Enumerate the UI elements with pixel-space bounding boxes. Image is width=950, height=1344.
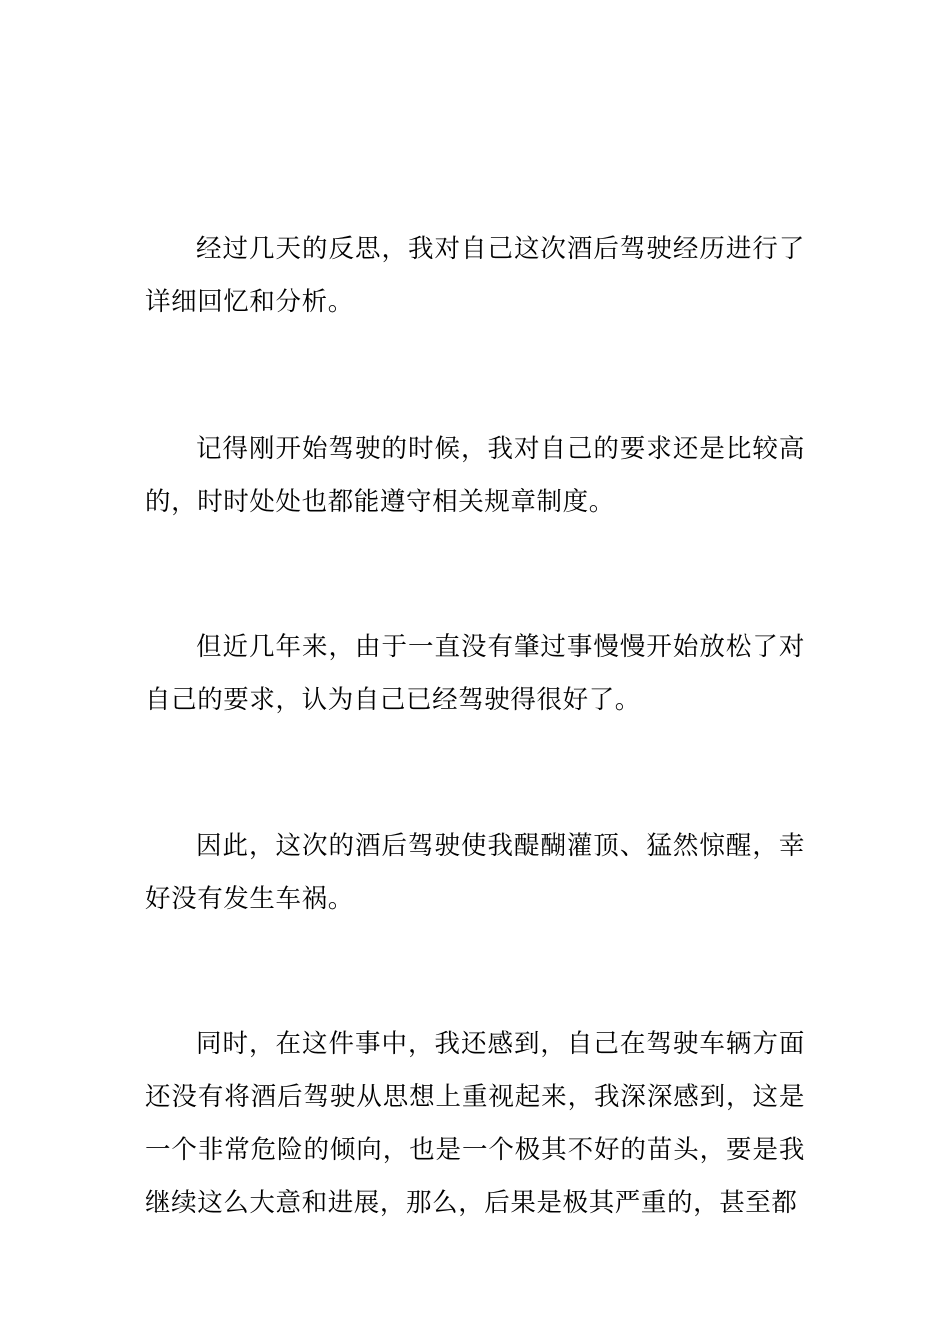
paragraph-3: 但近几年来，由于一直没有肇过事慢慢开始放松了对自己的要求，认为自己已经驾驶得很好了。 <box>145 632 805 715</box>
paragraph-1: 经过几天的反思，我对自己这次酒后驾驶经历进行了详细回忆和分析。 <box>145 234 805 317</box>
paragraph-4: 因此，这次的酒后驾驶使我醍醐灌顶、猛然惊醒，幸好没有发生车祸。 <box>145 831 805 914</box>
paragraph-2: 记得刚开始驾驶的时候，我对自己的要求还是比较高的，时时处处也都能遵守相关规章制度。 <box>145 434 805 517</box>
paragraph-5: 同时，在这件事中，我还感到，自己在驾驶车辆方面还没有将酒后驾驶从思想上重视起来，我深深感到，这是一个非常危险的倾向，也是一个极其不好的苗头，要是我继续这么大意和进展，那么，后果是极其严重的，甚至都 <box>145 1029 805 1218</box>
